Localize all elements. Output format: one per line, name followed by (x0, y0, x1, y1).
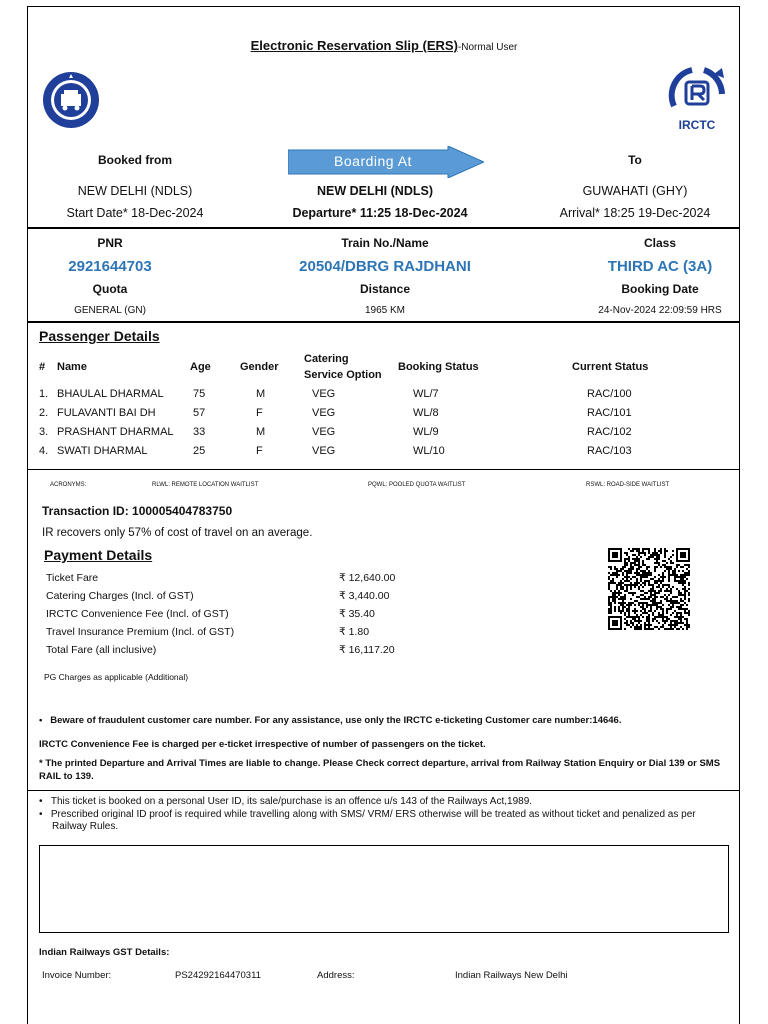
payment-item-amount: ₹ 3,440.00 (339, 590, 390, 602)
frame-top (27, 6, 740, 7)
irctc-logo-text: IRCTC (678, 118, 716, 132)
id-proof-notice-text: Prescribed original ID proof is required while travelling along with SMS/ VRM/ ERS otherwise will be treated as without ticket and penalized as per Railway Rules. (50, 809, 696, 832)
acronym-rswl: RSWL: ROAD-SIDE WAITLIST (586, 482, 670, 488)
passenger-booking-status: WL/8 (413, 407, 439, 419)
fraud-notice: • Beware of fraudulent customer care number. For any assistance, use only the IRCTC e-ticketing Customer care number:14646. (39, 715, 622, 726)
passenger-name: FULAVANTI BAI DH (57, 407, 156, 419)
col-header-age: Age (190, 361, 211, 373)
col-header-booking-status: Booking Status (398, 361, 479, 373)
payment-item-label: IRCTC Convenience Fee (Incl. of GST) (46, 608, 229, 620)
to-station: GUWAHATI (GHY) (582, 184, 688, 198)
passenger-current-status: RAC/101 (587, 407, 632, 419)
convenience-fee-notice: IRCTC Convenience Fee is charged per e-ticket irrespective of number of passengers on the ticket. (39, 739, 486, 750)
booked-from-label: Booked from (97, 153, 172, 167)
distance-value: 1965 KM (364, 305, 406, 316)
booking-date-value: 24-Nov-2024 22:09:59 HRS (598, 305, 722, 316)
col-header-name: Name (57, 361, 87, 373)
personal-id-notice-text: This ticket is booked on a personal User ID, its sale/purchase is an offence u/s 143 of the Railways Act,1989. (50, 796, 533, 807)
document-header (0, 37, 768, 55)
passenger-gender: M (256, 426, 266, 438)
passenger-current-status: RAC/100 (587, 388, 632, 400)
acronyms-label: ACRONYMS: (50, 482, 87, 488)
document-title: Electronic Reservation Slip (ERS) (250, 38, 458, 53)
col-header-catering-line1: Catering (304, 353, 349, 365)
indian-railways-logo (41, 70, 101, 130)
quota-value: GENERAL (GN) (74, 305, 146, 316)
boarding-at-label: Boarding At (334, 153, 412, 169)
passenger-current-status: RAC/103 (587, 445, 632, 457)
acronym-rlwl: RLWL: REMOTE LOCATION WAITLIST (152, 482, 259, 488)
arrival-time: Arrival* 18:25 19-Dec-2024 (559, 206, 711, 220)
passenger-age: 75 (193, 388, 206, 400)
train-name: 20504/DBRG RAJDHANI (299, 258, 471, 275)
payment-item-amount: ₹ 1.80 (339, 626, 370, 638)
departure-time: Departure* 11:25 18-Dec-2024 (292, 206, 468, 220)
document-subtitle: -Normal User (457, 42, 518, 53)
transaction-id: Transaction ID: 100005404783750 (42, 504, 233, 518)
passenger-booking-status: WL/7 (413, 388, 439, 400)
passenger-gender: F (256, 407, 263, 419)
timing-notice: * The printed Departure and Arrival Times are liable to change. Please Check correct departure, arrival from Railway Station Enquiry or Dial 139 or SMS RAIL to 139. (39, 758, 721, 782)
pg-charges-note: PG Charges as applicable (Additional) (44, 672, 189, 682)
passenger-age: 57 (193, 407, 206, 419)
passenger-catering: VEG (312, 407, 336, 419)
payment-item-label: Total Fare (all inclusive) (46, 644, 157, 656)
blank-box (39, 845, 729, 933)
qr-code (608, 548, 690, 630)
payment-details-title: Payment Details (44, 547, 153, 563)
divider (27, 227, 740, 229)
divider (27, 469, 740, 470)
passenger-current-status: RAC/102 (587, 426, 632, 438)
travel-class: THIRD AC (3A) (607, 258, 713, 275)
passenger-name: PRASHANT DHARMAL (57, 426, 174, 438)
passenger-gender: M (256, 388, 266, 400)
col-header-gender: Gender (240, 361, 279, 373)
passenger-catering: VEG (312, 426, 336, 438)
passenger-num: 4. (39, 445, 49, 457)
distance-label: Distance (359, 282, 411, 296)
passenger-num: 3. (39, 426, 49, 438)
gst-title: Indian Railways GST Details: (39, 947, 170, 958)
class-label: Class (643, 236, 677, 250)
col-header-catering-line2: Service Option (304, 369, 382, 381)
passenger-catering: VEG (312, 388, 336, 400)
payment-item-amount: ₹ 12,640.00 (339, 572, 396, 584)
gst-address: Indian Railways New Delhi (455, 970, 568, 981)
col-header-num: # (39, 361, 46, 373)
fraud-notice-text: Beware of fraudulent customer care number. For any assistance, use only the IRCTC e-ticketing Customer care number:14646. (50, 715, 622, 726)
divider (27, 321, 740, 323)
quota-label: Quota (92, 282, 128, 296)
col-header-current-status: Current Status (572, 361, 649, 373)
passenger-booking-status: WL/10 (413, 445, 445, 457)
passenger-details-title: Passenger Details (39, 328, 160, 344)
id-proof-notice: • Prescribed original ID proof is required while travelling along with SMS/ VRM/ ERS otherwise will be treated as without ticket and penalized as per Railway Rules. (39, 809, 696, 832)
passenger-catering: VEG (312, 445, 336, 457)
train-label: Train No./Name (341, 236, 429, 250)
invoice-label: Invoice Number: (42, 970, 112, 981)
passenger-name: BHAULAL DHARMAL (57, 388, 164, 400)
payment-item-label: Travel Insurance Premium (Incl. of GST) (46, 626, 235, 638)
pnr-label: PNR (97, 236, 123, 250)
passenger-gender: F (256, 445, 263, 457)
payment-item-label: Ticket Fare (46, 572, 99, 584)
divider (27, 790, 740, 791)
passenger-name: SWATI DHARMAL (57, 445, 148, 457)
payment-item-amount: ₹ 16,117.20 (339, 644, 395, 656)
irctc-logo (664, 64, 730, 136)
address-label: Address: (317, 970, 355, 981)
to-label: To (628, 153, 642, 167)
frame-right (739, 6, 740, 1024)
recovery-note: IR recovers only 57% of cost of travel on an average. (42, 527, 313, 539)
acronym-pqwl: PQWL: POOLED QUOTA WAITLIST (368, 482, 466, 488)
start-date: Start Date* 18-Dec-2024 (66, 206, 204, 220)
booking-date-label: Booking Date (621, 282, 699, 296)
passenger-age: 33 (193, 426, 206, 438)
boarding-station: NEW DELHI (NDLS) (317, 184, 433, 198)
payment-item-amount: ₹ 35.40 (339, 608, 375, 620)
from-station: NEW DELHI (NDLS) (77, 184, 193, 198)
passenger-num: 1. (39, 388, 49, 400)
payment-item-label: Catering Charges (Incl. of GST) (46, 590, 194, 602)
personal-id-notice: • This ticket is booked on a personal User ID, its sale/purchase is an offence u/s 143 of the Railways Act,1989. (39, 796, 533, 807)
passenger-booking-status: WL/9 (413, 426, 439, 438)
pnr-number: 2921644703 (68, 258, 152, 275)
invoice-number: PS24292164470311 (175, 970, 261, 981)
passenger-age: 25 (193, 445, 206, 457)
frame-left (27, 6, 28, 1024)
passenger-num: 2. (39, 407, 49, 419)
